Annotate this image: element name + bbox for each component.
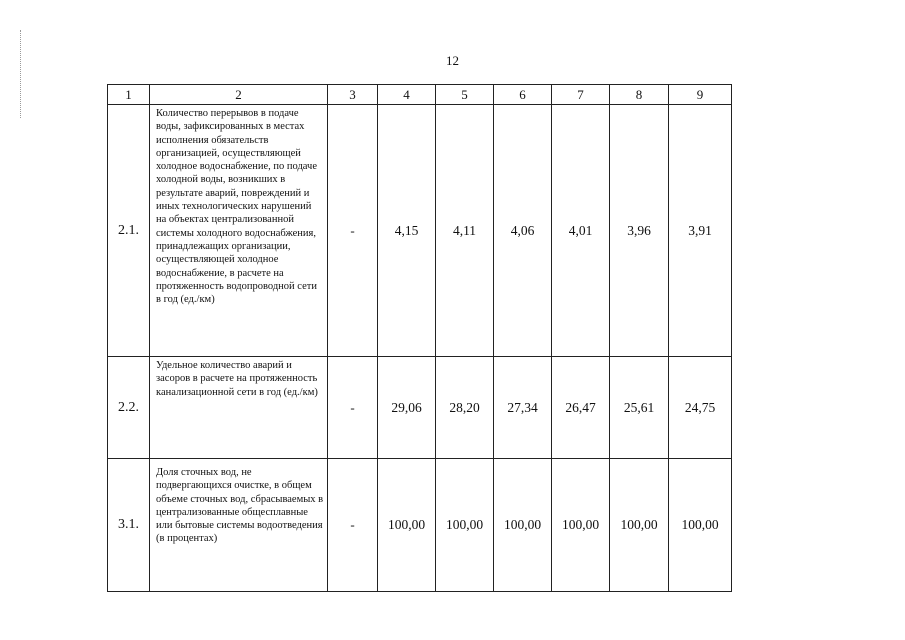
table-row bbox=[108, 459, 732, 592]
value-cell: 24,75 bbox=[669, 357, 732, 459]
value-cell: 4,01 bbox=[552, 105, 610, 357]
row-col3: - bbox=[328, 459, 378, 592]
value-cell: 100,00 bbox=[669, 459, 732, 592]
value-cell: 3,96 bbox=[610, 105, 669, 357]
value-cell: 29,06 bbox=[378, 357, 436, 459]
row-number: 2.2. bbox=[108, 357, 150, 459]
header-cell: 4 bbox=[378, 85, 436, 105]
row-col3: - bbox=[328, 357, 378, 459]
value-cell: 100,00 bbox=[494, 459, 552, 592]
value-cell: 100,00 bbox=[378, 459, 436, 592]
value-cell: 100,00 bbox=[436, 459, 494, 592]
value-cell: 4,11 bbox=[436, 105, 494, 357]
header-cell: 1 bbox=[108, 85, 150, 105]
value-cell: 26,47 bbox=[552, 357, 610, 459]
value-cell: 27,34 bbox=[494, 357, 552, 459]
value-cell: 4,06 bbox=[494, 105, 552, 357]
table-row bbox=[108, 357, 732, 459]
row-col3: - bbox=[328, 105, 378, 357]
header-cell: 5 bbox=[436, 85, 494, 105]
page-number: 12 bbox=[446, 53, 459, 68]
value-cell: 100,00 bbox=[610, 459, 669, 592]
row-description: Количество перерывов в подаче воды, зафиксированных в местах исполнения обязательств организацией, осуществляющей холодное водоснабжение, по подаче холодной воды, возникших в результате аварий, повреждений и иных технологических нарушений на объектах централизованной системы холодного водоснабжения, принадлежащих организации, осуществляющей холодное водоснабжение, в расчете на протяженность водопроводной сети в год (ед./км) bbox=[150, 105, 328, 357]
row-description: Удельное количество аварий и засоров в расчете на протяженность канализационной сети в год (ед./км) bbox=[150, 357, 328, 459]
header-cell: 7 bbox=[552, 85, 610, 105]
value-cell: 100,00 bbox=[552, 459, 610, 592]
margin-dotted-line bbox=[20, 30, 21, 118]
value-cell: 3,91 bbox=[669, 105, 732, 357]
row-number: 3.1. bbox=[108, 459, 150, 592]
table-row bbox=[108, 105, 732, 357]
value-cell: 25,61 bbox=[610, 357, 669, 459]
row-description: Доля сточных вод, не подвергающихся очистке, в общем объеме сточных вод, сбрасываемых в централизованные общесплавные или бытовые системы водоотведения (в процентах) bbox=[150, 459, 328, 592]
row-number: 2.1. bbox=[108, 105, 150, 357]
value-cell: 4,15 bbox=[378, 105, 436, 357]
header-cell: 3 bbox=[328, 85, 378, 105]
indicators-table bbox=[107, 84, 732, 592]
header-cell: 9 bbox=[669, 85, 732, 105]
value-cell: 28,20 bbox=[436, 357, 494, 459]
header-cell: 8 bbox=[610, 85, 669, 105]
table-header-row bbox=[108, 85, 732, 105]
header-cell: 2 bbox=[150, 85, 328, 105]
header-cell: 6 bbox=[494, 85, 552, 105]
